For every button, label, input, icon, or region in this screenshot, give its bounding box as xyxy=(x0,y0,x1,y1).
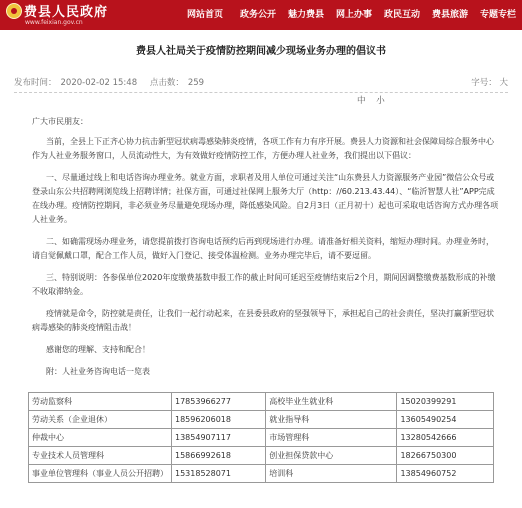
nav-interaction[interactable]: 政民互动 xyxy=(383,10,420,20)
paragraph-special: 三、特别说明：各参保单位2020年度缴费基数申报工作的截止时间可延迟至疫情结束后2个月，期间因调整缴费基数形成的补缴不收取滞纳金。 xyxy=(32,273,496,296)
table-cell: 事业单位管理科（事业人员公开招聘） xyxy=(29,465,172,483)
table-row xyxy=(29,393,494,411)
font-size-large[interactable]: 大 xyxy=(499,78,508,88)
table-cell: 17853966277 xyxy=(172,393,266,411)
nav-home[interactable]: 网站首页 xyxy=(186,10,223,20)
table-cell: 市场管理科 xyxy=(266,429,397,447)
government-emblem-icon xyxy=(6,3,22,19)
font-size-small[interactable]: 小 xyxy=(376,96,385,106)
table-row xyxy=(29,429,494,447)
table-cell: 仲裁中心 xyxy=(29,429,172,447)
font-size-medium[interactable]: 中 xyxy=(357,96,366,106)
main-nav xyxy=(176,0,522,30)
nav-special-topics[interactable]: 专题专栏 xyxy=(479,10,516,20)
paragraph-intro: 当前，全县上下正齐心协力抗击新型冠状病毒感染肺炎疫情，各项工作有力有序开展。费县人力资源和社会保障局综合服务中心作为人社业务服务窗口，人员流动性大，为有效做好疫情防控工作，方便办理人社业务，我们提出以下倡议： xyxy=(32,137,494,160)
nav-tourism[interactable]: 费县旅游 xyxy=(431,10,468,20)
phone-table xyxy=(28,392,494,483)
table-cell: 18596206018 xyxy=(172,411,266,429)
table-cell: 18266750300 xyxy=(397,447,494,465)
table-cell: 劳动关系（企业退休） xyxy=(29,411,172,429)
nav-charm-feixian[interactable]: 魅力费县 xyxy=(287,10,324,20)
publish-label: 发布时间： xyxy=(14,78,57,88)
table-row xyxy=(29,465,494,483)
paragraph-onsite: 二、如确需现场办理业务，请您提前拨打咨询电话预约后再到现场进行办理。请准备好相关资料，缩短办理时间。办理业务时，请自觉佩戴口罩，配合工作人员，做好入门登记、接受体温检测。业务办理完毕后，请不要逗留。 xyxy=(32,237,494,260)
table-cell: 13854960752 xyxy=(397,465,494,483)
table-cell: 专业技术人员管理科 xyxy=(29,447,172,465)
nav-online-services[interactable]: 网上办事 xyxy=(335,10,372,20)
table-cell: 就业指导科 xyxy=(266,411,397,429)
paragraph-call: 疫情就是命令，防控就是责任，让我们一起行动起来，在县委县政府的坚强领导下，承担起自己的社会责任，坚决打赢新型冠状病毒感染的肺炎疫情阻击战！ xyxy=(32,309,494,332)
paragraph-thanks: 感谢您的理解、支持和配合！ xyxy=(46,345,150,354)
table-cell: 劳动监察科 xyxy=(29,393,172,411)
table-cell: 15866992618 xyxy=(172,447,266,465)
table-row xyxy=(29,447,494,465)
table-cell: 15318528071 xyxy=(172,465,266,483)
site-title[interactable]: 费县人民政府 xyxy=(24,5,109,20)
table-cell: 创业担保贷款中心 xyxy=(266,447,397,465)
site-domain: www.feixian.gov.cn xyxy=(25,19,83,26)
paragraph-online: 一、尽量通过线上和电话咨询办理业务。就业方面，求职者及用人单位可通过关注“山东费县人力资源服务产业园”微信公众号或登录山东公共招聘网浏览线上招聘详情；社保方面，可通过社保网上服务大厅（http：//60.213.43.44）、“临沂智慧人社”APP完成在线办理。疫情防控期间，非必须业务尽量避免现场办理，降低感染风险。自2月3日（正月初十）起也可采取电话咨询方式办理各项人社业务。 xyxy=(32,173,499,224)
greeting: 广大市民朋友： xyxy=(32,117,88,126)
paragraph-appendix: 附：人社业务咨询电话一览表 xyxy=(46,367,150,376)
table-cell: 13854907117 xyxy=(172,429,266,447)
table-cell: 15020399291 xyxy=(397,393,494,411)
article-body xyxy=(32,115,500,387)
article-meta xyxy=(14,72,508,93)
font-size-options xyxy=(357,94,393,106)
views-count: 259 xyxy=(187,78,205,88)
views-label: 点击数： xyxy=(149,78,184,88)
publish-time: 2020-02-02 15:48 xyxy=(60,78,138,88)
article-title: 费县人社局关于疫情防控期间减少现场业务办理的倡议书 xyxy=(136,46,386,57)
table-cell: 13605490254 xyxy=(397,411,494,429)
table-cell: 高校毕业生就业科 xyxy=(266,393,397,411)
nav-gov-affairs[interactable]: 政务公开 xyxy=(239,10,276,20)
table-cell: 13280542666 xyxy=(397,429,494,447)
font-size-label: 字号： xyxy=(471,78,497,88)
site-header xyxy=(0,0,522,30)
table-row xyxy=(29,411,494,429)
table-cell: 培训科 xyxy=(266,465,397,483)
